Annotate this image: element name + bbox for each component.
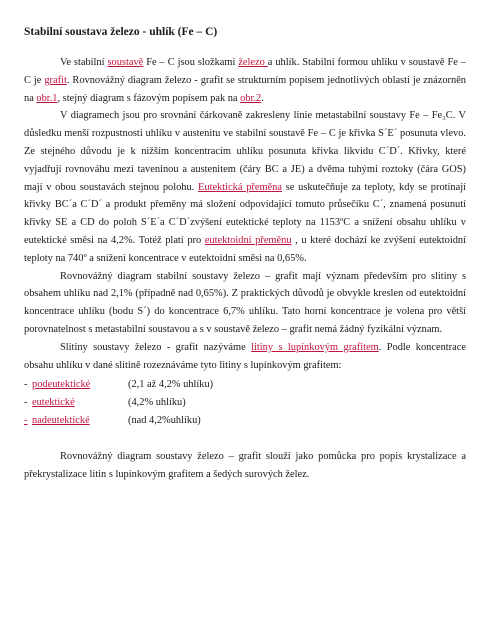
list-dash: -: [24, 414, 28, 426]
spacer: [24, 430, 466, 448]
list-dash: -: [24, 397, 28, 409]
link-grafit[interactable]: grafit: [44, 74, 67, 86]
page-title: Stabilní soustava železo - uhlík (Fe – C): [24, 26, 218, 38]
list-dash: -: [24, 379, 28, 391]
paragraph-3: Rovnovážný diagram stabilní soustavy železo – grafit mají význam především pro slitiny s obsahem uhlíku nad 2,1% (případně nad 0,65%). Z praktických důvodů je obvykle kreslen od eutektoidní koncentrace uhlíku (bodu S´) do koncentrace 6,7% uhlíku. Tato horní koncentrace je volena pro větší porovnatelnost s metastabilní soustavou a s v soustavě železo – grafit nemá žádný fyzikální význam.: [24, 270, 466, 335]
link-eutektoidni-premena[interactable]: eutektoidní přeměnu: [204, 234, 292, 246]
list-desc: (nad 4,2%uhlíku): [128, 414, 201, 426]
paragraph-2: [24, 107, 466, 267]
paragraph-1: [24, 54, 466, 107]
text: , stejný diagram s fázovým popisem pak na: [57, 92, 241, 104]
list-desc: (4,2% uhlíku): [128, 397, 186, 409]
list-item: [24, 394, 466, 412]
link-nadeutekticke[interactable]: nadeutektické: [32, 414, 90, 426]
text: Ve stabilní: [60, 57, 108, 68]
text: .: [261, 92, 264, 104]
text: , u které dochází ke zvýšení eutektoidní teploty na 740º a snížení koncentrace v eutektoidní směsi na 0,65%.: [24, 234, 466, 264]
link-obr1[interactable]: obr.1: [36, 92, 58, 104]
link-eutekticke[interactable]: eutektické: [32, 397, 75, 409]
text: a uhlík. Stabilní formou uhlíku v soustavě Fe – C je: [24, 57, 466, 86]
link-litiny[interactable]: litiny s lupínkovým grafitem: [251, 341, 379, 353]
paragraph-5: Rovnovážný diagram soustavy železo – grafit slouží jako pomůcka pro popis krystalizace a překrystalizace litin s lupínkovým grafitem a šedých surových želez.: [24, 450, 466, 480]
list-item: [24, 412, 466, 430]
text: se uskutečňuje za teploty, kdy se protínají křivky BC´a C´D´ a produkt přeměny má složení odpovídající tomuto průsečíku C´, znamená posunutí křivky SE a CD do poloh S´E´a C´D´zvýšení eutektické teploty na 1153ºC a snížení obsahu uhlíku v eutektické směsi na 4,2%. Totéž platí pro: [24, 181, 466, 246]
list-item: [24, 376, 466, 394]
paragraph-4: [24, 339, 466, 375]
list-desc: (2,1 až 4,2% uhlíku): [128, 379, 214, 391]
link-podeutekticke[interactable]: podeutektické: [32, 379, 91, 391]
text: . Podle koncentrace obsahu uhlíku v dané slitině rozeznáváme tyto litiny s lupínkovým grafitem:: [24, 341, 466, 371]
cast-iron-list: [24, 376, 466, 429]
text: . Rovnovážný diagram železo - grafit se strukturním popisem jednotlivých oblastí je znázorněn na: [24, 74, 466, 104]
text: Slitiny soustavy železo - grafit nazýváme: [60, 341, 252, 353]
link-obr2[interactable]: obr.2: [240, 92, 262, 104]
link-soustava[interactable]: soustavě: [107, 57, 144, 68]
text: V diagramech jsou pro srovnání čárkovaně zakresleny linie metastabilní soustavy Fe – Fe₃C. V důsledku menší rozpustnosti uhlíku v austenitu ve stabilní soustavě Fe – C je křivka S´E´ posunuta vlevo. Ze stejného důvodu je k nižším koncentracím uhlíku posunuta křivka likvidu C´D´. Křivky, které vyjadřují rovnováhu mezi taveninou a austenitem (čáry BC a JE) a dvěma tuhými roztoky (čára GOS) mají v obou soustavách stejnou polohu.: [24, 110, 466, 193]
text: Fe – C jsou složkami: [143, 57, 239, 68]
link-eutekticka-premena[interactable]: Eutektická přeměna: [198, 181, 282, 193]
link-zelezo[interactable]: železo: [238, 57, 268, 68]
